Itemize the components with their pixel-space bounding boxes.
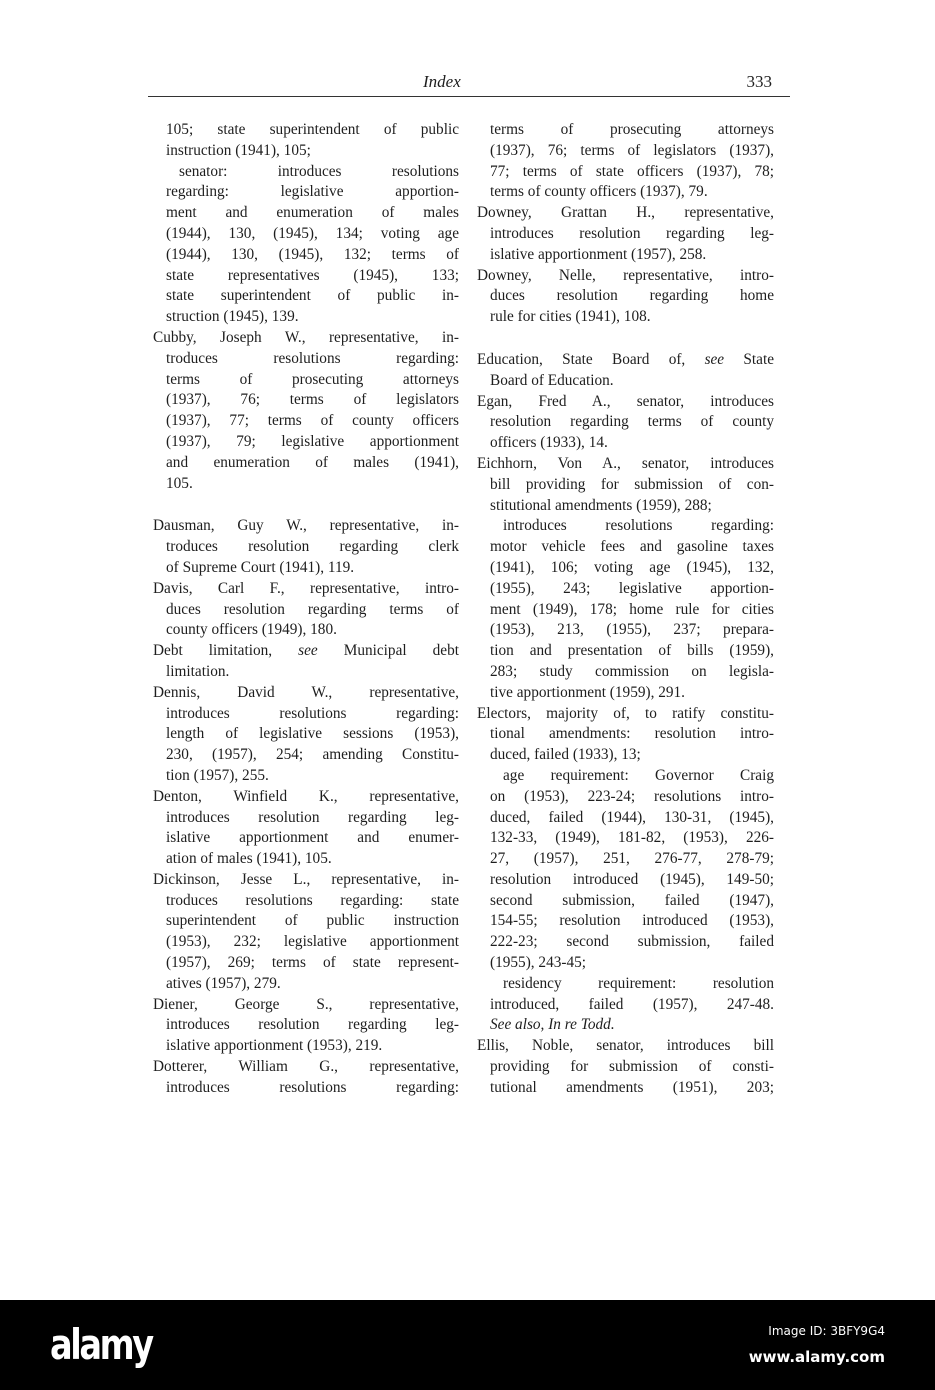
index-line: terms of prosecuting attorneys — [490, 121, 774, 138]
text-segment: Municipal debt — [317, 642, 459, 660]
alamy-logo: alamy — [50, 1320, 152, 1369]
index-line: (1937), 76; terms of legislators — [166, 391, 459, 409]
index-line: age requirement: Governor Craig — [503, 766, 774, 784]
index-line: duces resolution regarding home — [490, 287, 774, 305]
text-segment: Education, State Board of, — [477, 350, 705, 368]
index-line: Dotterer, William G., representative, — [153, 1058, 459, 1076]
index-line: (1953), 232; legislative apportionment — [166, 933, 459, 951]
index-line: 132-33, (1949), 181-82, (1953), 226- — [490, 829, 774, 847]
index-line: tion and presentation of bills (1959), — [490, 642, 774, 660]
index-entry — [477, 1036, 774, 1098]
index-line: Downey, Nelle, representative, intro- — [477, 266, 774, 284]
index-line: Electors, majority of, to ratify constitu- — [477, 704, 774, 722]
index-line: (1955), 243-45; — [490, 954, 587, 972]
index-line — [477, 1015, 774, 1036]
text-segment: State — [724, 350, 774, 368]
index-line: Cubby, Joseph W., representative, in- — [153, 328, 459, 346]
index-line: troduces resolution regarding clerk — [166, 538, 459, 556]
index-subentry — [477, 766, 774, 974]
index-line: motor vehicle fees and gasoline taxes — [490, 538, 774, 556]
index-line: county officers (1949), 180. — [166, 621, 337, 639]
index-entry — [153, 995, 459, 1057]
index-line: 154-55; resolution introduced (1953), — [490, 912, 774, 930]
index-line: 230, (1957), 254; amending Constitu- — [166, 746, 459, 764]
index-line: 105; state superintendent of public — [166, 121, 459, 138]
index-line: islative apportionment and enumer- — [166, 829, 459, 847]
index-line: tutional amendments (1951), 203; — [490, 1078, 774, 1096]
italic-text: see — [704, 350, 725, 368]
index-entry — [153, 328, 459, 494]
page-number: 333 — [746, 72, 772, 91]
index-line: struction (1945), 139. — [166, 308, 299, 326]
italic-text: see — [298, 642, 318, 660]
index-entry — [477, 203, 774, 265]
index-line: instruction (1941), 105; — [166, 141, 311, 159]
index-line — [477, 350, 774, 371]
index-line: superintendent of public instruction — [166, 912, 459, 930]
index-line: rule for cities (1941), 108. — [490, 308, 651, 326]
index-line: state superintendent of public in- — [166, 287, 459, 305]
index-entry — [153, 1057, 459, 1099]
index-line: state representatives (1945), 133; — [166, 266, 459, 284]
index-entry — [153, 870, 459, 995]
index-line: troduces resolutions regarding: — [166, 349, 459, 367]
index-entry — [477, 454, 774, 516]
watermark-bar — [0, 1300, 935, 1390]
index-line: terms of prosecuting attorneys — [166, 370, 459, 388]
index-line: and enumeration of males (1941), — [166, 453, 459, 471]
index-line: ation of males (1941), 105. — [166, 850, 332, 868]
index-line: (1953), 213, (1955), 237; prepara- — [490, 621, 774, 639]
index-entry — [477, 392, 774, 454]
index-line: Downey, Grattan H., representative, — [477, 204, 774, 222]
index-line: Diener, George S., representative, — [153, 995, 459, 1013]
index-entry — [153, 579, 459, 641]
index-line: (1944), 130, (1945), 134; voting age — [166, 224, 459, 242]
index-line: Board of Education. — [490, 371, 614, 389]
site-url: www.alamy.com — [748, 1348, 885, 1366]
index-line: duces resolution regarding terms of — [166, 600, 459, 618]
index-line: (1944), 130, (1945), 132; terms of — [166, 245, 459, 263]
text-segment: Debt limitation, — [153, 642, 299, 660]
index-line: 283; study commission on legisla- — [490, 662, 774, 680]
index-line: introduced, failed (1957), 247-48. — [490, 995, 774, 1013]
index-line: resolution regarding terms of county — [490, 413, 774, 431]
index-line: bill providing for submission of con- — [490, 475, 774, 493]
index-line: atives (1957), 279. — [166, 974, 281, 992]
index-line: on (1953), 223-24; resolutions intro- — [490, 787, 774, 805]
index-line: Davis, Carl F., representative, intro- — [153, 579, 459, 597]
index-line: limitation. — [166, 662, 230, 680]
index-line: senator: introduces resolutions — [179, 162, 459, 180]
index-line: introduces resolution regarding leg- — [490, 224, 774, 242]
index-line: tional amendments: resolution intro- — [490, 725, 774, 743]
index-line: 77; terms of state officers (1937), 78; — [490, 162, 774, 180]
index-line: Denton, Winfield K., representative, — [153, 787, 459, 805]
index-column-right — [477, 120, 774, 1099]
image-id: Image ID: 3BFY9G4 — [768, 1324, 885, 1338]
index-line: introduces resolution regarding leg- — [166, 808, 459, 826]
index-subentry — [477, 516, 774, 703]
index-line: 27, (1957), 251, 276-77, 278-79; — [490, 850, 774, 868]
index-entry — [153, 641, 459, 683]
index-entry — [153, 787, 459, 870]
index-line: Dickinson, Jesse L., representative, in- — [153, 870, 459, 888]
index-line: islative apportionment (1957), 258. — [490, 245, 707, 263]
index-line: Dausman, Guy W., representative, in- — [153, 517, 459, 535]
index-line: (1937), 76; terms of legislators (1937), — [490, 141, 774, 159]
index-line: duced, failed (1933), 13; — [490, 746, 641, 764]
index-line: introduces resolutions regarding: — [503, 517, 774, 535]
index-line: Egan, Fred A., senator, introduces — [477, 392, 774, 410]
index-line: of Supreme Court (1941), 119. — [166, 558, 355, 576]
index-line: duced, failed (1944), 130-31, (1945), — [490, 808, 774, 826]
index-entry — [153, 683, 459, 787]
index-line: tion (1957), 255. — [166, 766, 269, 784]
index-line: providing for submission of consti- — [490, 1058, 774, 1076]
index-line: officers (1933), 14. — [490, 434, 608, 452]
index-line: stitutional amendments (1959), 288; — [490, 496, 712, 514]
index-line: residency requirement: resolution — [503, 974, 774, 992]
index-line: (1955), 243; legislative apportion- — [490, 579, 774, 597]
index-line — [153, 641, 459, 662]
index-line: tive apportionment (1959), 291. — [490, 683, 685, 701]
index-entry — [477, 266, 774, 328]
index-continuation — [477, 120, 774, 203]
index-subentry — [153, 162, 459, 328]
index-line: Dennis, David W., representative, — [153, 683, 459, 701]
index-subentry — [477, 974, 774, 1036]
index-line: resolution introduced (1945), 149-50; — [490, 870, 774, 888]
index-line: (1937), 79; legislative apportionment — [166, 432, 459, 450]
index-line: islative apportionment (1953), 219. — [166, 1037, 383, 1055]
index-line: second submission, failed (1947), — [490, 891, 774, 909]
index-line: ment (1949), 178; home rule for cities — [490, 600, 774, 618]
index-line: ment and enumeration of males — [166, 204, 459, 222]
header-title: Index — [423, 72, 461, 91]
index-line: (1957), 269; terms of state represent- — [166, 954, 459, 972]
index-line: introduces resolutions regarding: — [166, 1078, 459, 1096]
index-entry — [477, 704, 774, 766]
index-line: regarding: legislative apportion- — [166, 183, 459, 201]
index-column-left — [153, 120, 459, 1099]
index-entry — [477, 350, 774, 392]
index-line: terms of county officers (1937), 79. — [490, 183, 708, 201]
index-line: (1937), 77; terms of county officers — [166, 412, 459, 430]
index-continuation — [153, 120, 459, 162]
index-entry — [153, 516, 459, 578]
index-line: 105. — [166, 474, 193, 492]
index-line: (1941), 106; voting age (1945), 132, — [490, 558, 774, 576]
italic-text: See also, In re Todd. — [490, 1016, 615, 1034]
index-line: length of legislative sessions (1953), — [166, 725, 459, 743]
index-line: introduces resolution regarding leg- — [166, 1016, 459, 1034]
running-header — [148, 70, 790, 97]
index-line: Ellis, Noble, senator, introduces bill — [477, 1037, 774, 1055]
index-line: Eichhorn, Von A., senator, introduces — [477, 454, 774, 472]
index-line: introduces resolutions regarding: — [166, 704, 459, 722]
index-line: 222-23; second submission, failed — [490, 933, 774, 951]
index-line: troduces resolutions regarding: state — [166, 891, 459, 909]
